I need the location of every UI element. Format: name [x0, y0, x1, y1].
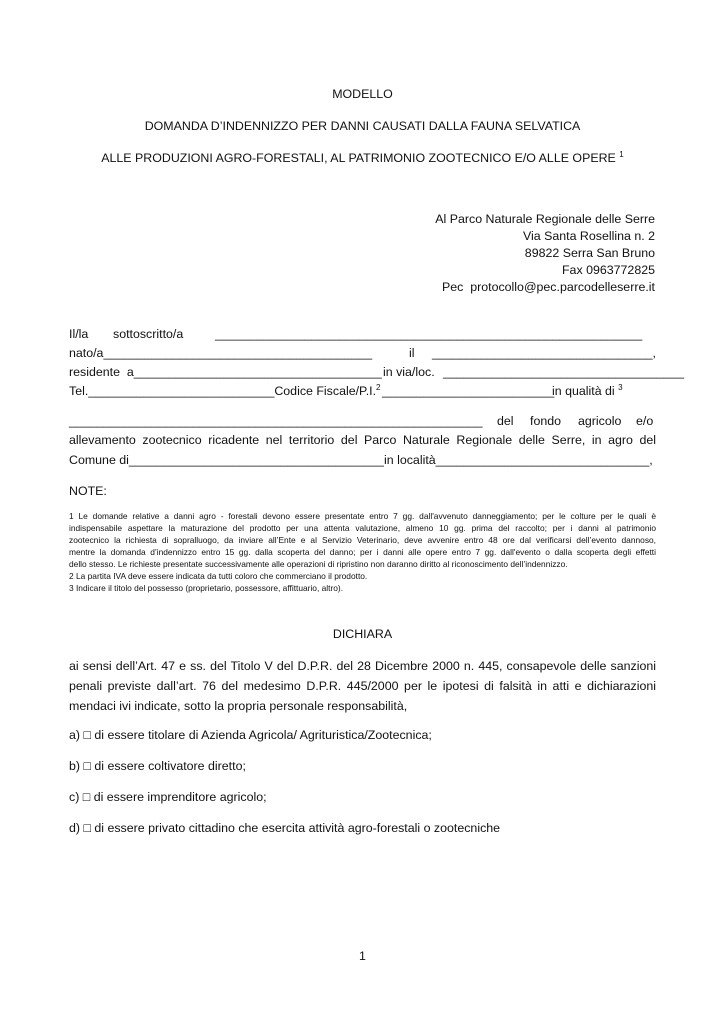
document-subtitle: DOMANDA D’INDENNIZZO PER DANNI CAUSATI DALLA FAUNA SELVATICA — [144, 119, 581, 133]
document-title: MODELLO — [332, 87, 393, 101]
declaration-heading: DICHIARA — [332, 627, 393, 641]
footnote-1 — [69, 510, 656, 570]
option-a-checkbox[interactable]: a) □ di essere titolare di Azienda Agricola/ Agrituristica/Zootecnica; — [69, 728, 432, 742]
page-number: 1 — [359, 949, 366, 963]
field-localita[interactable]: in località_______________________________, — [384, 453, 653, 467]
word-fondo: fondo — [530, 414, 562, 428]
footnote-1-line-3: zootecnico la richiesta di sopralluogo, da inviare all’Ente e al Servizio Veterinario, deve avvenire entro 48 ore dal verificarsi dell’evento dannoso, — [69, 535, 656, 545]
label-il-la: Il/la — [69, 327, 89, 341]
label-il: il — [409, 346, 415, 360]
field-codice-fiscale[interactable]: _________________________ — [382, 384, 555, 398]
declaration-line-2: penali previste dall’art. 76 del medesimo D.P.R. 445/2000 per le ipotesi di falsità in atti e dichiarazioni — [69, 679, 656, 693]
field-via-loc[interactable]: ___________________________________ — [443, 365, 685, 379]
text-allevamento: allevamento zootecnico ricadente nel territorio del Parco Naturale Regionale delle Serre, in agro del — [69, 433, 656, 447]
field-sottoscritto[interactable]: ______________________________________________________________ — [215, 327, 643, 341]
footnote-1-line-4: mentre la domanda d’indennizzo entro 15 gg. dalla scoperta del danno; per i danni alle opere entro 7 gg. dall'evento o dalla scoperta degli effetti — [69, 547, 656, 557]
recipient-city: 89822 Serra San Bruno — [524, 246, 655, 260]
declaration-line-1: ai sensi dell’Art. 47 e ss. del Titolo V del D.P.R. del 28 Dicembre 2000 n. 445, consapevole delle sanzioni — [69, 659, 656, 673]
recipient-fax: Fax 0963772825 — [561, 263, 655, 277]
footnotes — [69, 510, 656, 594]
footnote-1-line-5: dello stesso. Le richieste presentate successivamente alle operazioni di ripristino non daranno diritto al riconoscimento dell’indennizzo. — [69, 559, 568, 569]
subtitle-2-text: ALLE PRODUZIONI AGRO-FORESTALI, AL PATRIMONIO ZOOTECNICO E/O ALLE OPERE — [101, 151, 616, 165]
footnote-1-line-2: indispensabile aspettare la maturazione del prodotto per una attenta valutazione, almeno 10 gg. prima del raccolto; per i danni al patrimonio — [69, 523, 656, 533]
field-tel-codice-fiscale[interactable] — [69, 382, 381, 399]
option-d-checkbox[interactable]: d) □ di essere privato cittadino che esercita attività agro-forestali o zootecniche — [69, 821, 501, 835]
field-qualita[interactable]: ____________________________________________________________ — [69, 414, 483, 428]
declaration-line-3: mendaci ivi indicate, sotto la propria personale responsabilità, — [69, 699, 408, 713]
option-c-checkbox[interactable]: c) □ di essere imprenditore agricolo; — [69, 790, 267, 804]
label-sottoscritto: sottoscritto/a — [113, 327, 184, 341]
recipient-name: Al Parco Naturale Regionale delle Serre — [435, 212, 655, 226]
footnote-ref-2: 2 — [376, 382, 381, 392]
label-via-loc: in via/loc. — [383, 365, 435, 379]
footnote-1-line-1: 1 Le domande relative a danni agro - forestali devono essere presentate entro 7 gg. dall'avvenuto danneggiamento; per le colture per le quali è — [69, 511, 656, 521]
footnote-ref-3: 3 — [618, 382, 623, 392]
option-b-checkbox[interactable]: b) □ di essere coltivatore diretto; — [69, 759, 246, 773]
footnote-3: 3 Indicare il titolo del possesso (proprietario, possessore, affittuario, altro). — [69, 583, 344, 593]
recipient-street: Via Santa Rosellina n. 2 — [522, 229, 655, 243]
document-subtitle-2 — [0, 150, 725, 166]
field-comune[interactable]: Comune di_____________________________________ — [69, 453, 384, 467]
declaration-paragraph — [69, 656, 656, 716]
field-residente[interactable]: residente a____________________________________ — [69, 365, 382, 379]
word-agricolo: agricolo — [578, 414, 622, 428]
footnote-2: 2 La partita IVA deve essere indicata da tutti coloro che commerciano il prodotto. — [69, 571, 368, 581]
footnote-ref-1: 1 — [619, 149, 624, 159]
field-nato-a[interactable]: nato/a_______________________________________ — [69, 346, 373, 360]
field-data-nascita[interactable]: ________________________________, — [432, 346, 656, 360]
label-tel-cf: Tel.___________________________Codice Fiscale/P.I. — [69, 384, 377, 398]
word-del: del — [497, 414, 514, 428]
recipient-pec: Pec protocollo@pec.parcodelleserre.it — [441, 280, 655, 294]
label-in-qualita-text: in qualità di — [552, 384, 615, 398]
label-in-qualita — [552, 383, 623, 399]
notes-label: NOTE: — [69, 484, 107, 498]
word-e-o: e/o — [636, 414, 654, 428]
